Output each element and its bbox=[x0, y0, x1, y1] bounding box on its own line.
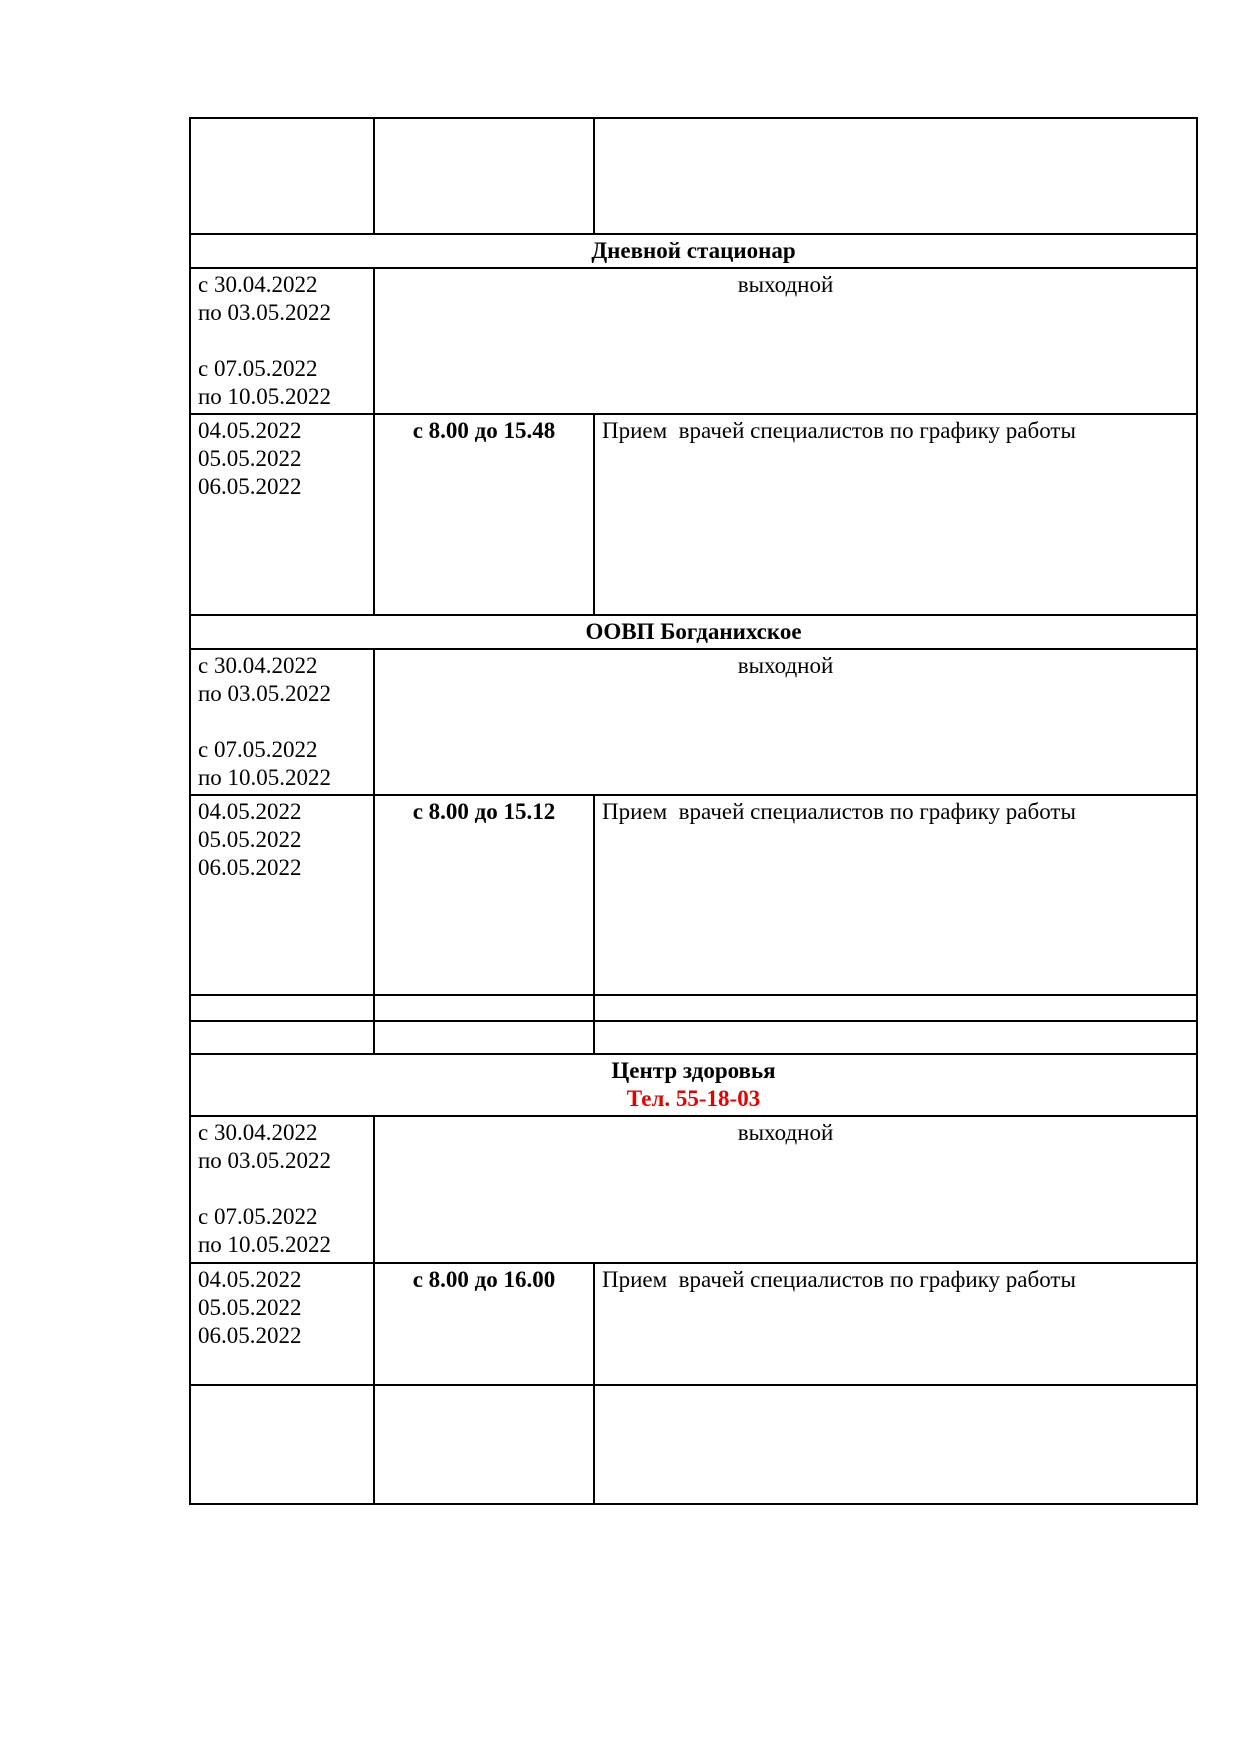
closed-status-cell: выходной bbox=[374, 1116, 1197, 1263]
empty-cell bbox=[190, 1021, 374, 1054]
closed-dates-cell: с 30.04.2022 по 03.05.2022 с 07.05.2022 по 10.05.2022 bbox=[190, 1116, 374, 1263]
empty-cell bbox=[374, 995, 594, 1021]
closed-row bbox=[190, 268, 1197, 414]
work-row bbox=[190, 795, 1197, 995]
closed-row bbox=[190, 1116, 1197, 1263]
health-center-title: Центр здоровья bbox=[611, 1058, 776, 1083]
empty-cell bbox=[374, 1385, 594, 1504]
work-description-cell: Прием врачей специалистов по графику работы bbox=[594, 1263, 1197, 1385]
section-title-oovp-bogdanikhskoe: ООВП Богданихское bbox=[190, 615, 1197, 649]
empty-cell bbox=[190, 118, 374, 234]
work-hours-cell: с 8.00 до 16.00 bbox=[374, 1263, 594, 1385]
work-hours-cell: с 8.00 до 15.12 bbox=[374, 795, 594, 995]
section-title-day-hospital: Дневной стационар bbox=[190, 234, 1197, 268]
section-header-row bbox=[190, 615, 1197, 649]
empty-cell bbox=[594, 118, 1197, 234]
closed-status-cell: выходной bbox=[374, 649, 1197, 795]
section-header-row bbox=[190, 234, 1197, 268]
empty-cell bbox=[594, 995, 1197, 1021]
health-center-phone: Тел. 55-18-03 bbox=[626, 1086, 761, 1111]
empty-cell bbox=[190, 1385, 374, 1504]
work-row bbox=[190, 1263, 1197, 1385]
schedule-table bbox=[189, 117, 1198, 1505]
work-dates-cell: 04.05.2022 05.05.2022 06.05.2022 bbox=[190, 414, 374, 615]
closed-row bbox=[190, 649, 1197, 795]
empty-cell bbox=[594, 1385, 1197, 1504]
empty-row-thin bbox=[190, 1021, 1197, 1054]
empty-cell bbox=[374, 118, 594, 234]
section-header-row bbox=[190, 1054, 1197, 1116]
work-hours-cell: с 8.00 до 15.48 bbox=[374, 414, 594, 615]
empty-row-top bbox=[190, 118, 1197, 234]
section-title-health-center bbox=[190, 1054, 1197, 1116]
empty-cell bbox=[374, 1021, 594, 1054]
work-dates-cell: 04.05.2022 05.05.2022 06.05.2022 bbox=[190, 1263, 374, 1385]
closed-dates-cell: с 30.04.2022 по 03.05.2022 с 07.05.2022 по 10.05.2022 bbox=[190, 649, 374, 795]
work-description-cell: Прием врачей специалистов по графику работы bbox=[594, 414, 1197, 615]
closed-dates-cell: с 30.04.2022 по 03.05.2022 с 07.05.2022 по 10.05.2022 bbox=[190, 268, 374, 414]
closed-status-cell: выходной bbox=[374, 268, 1197, 414]
work-description-cell: Прием врачей специалистов по графику работы bbox=[594, 795, 1197, 995]
empty-row-thin bbox=[190, 995, 1197, 1021]
empty-cell bbox=[190, 995, 374, 1021]
empty-row-bottom bbox=[190, 1385, 1197, 1504]
work-dates-cell: 04.05.2022 05.05.2022 06.05.2022 bbox=[190, 795, 374, 995]
work-row bbox=[190, 414, 1197, 615]
empty-cell bbox=[594, 1021, 1197, 1054]
